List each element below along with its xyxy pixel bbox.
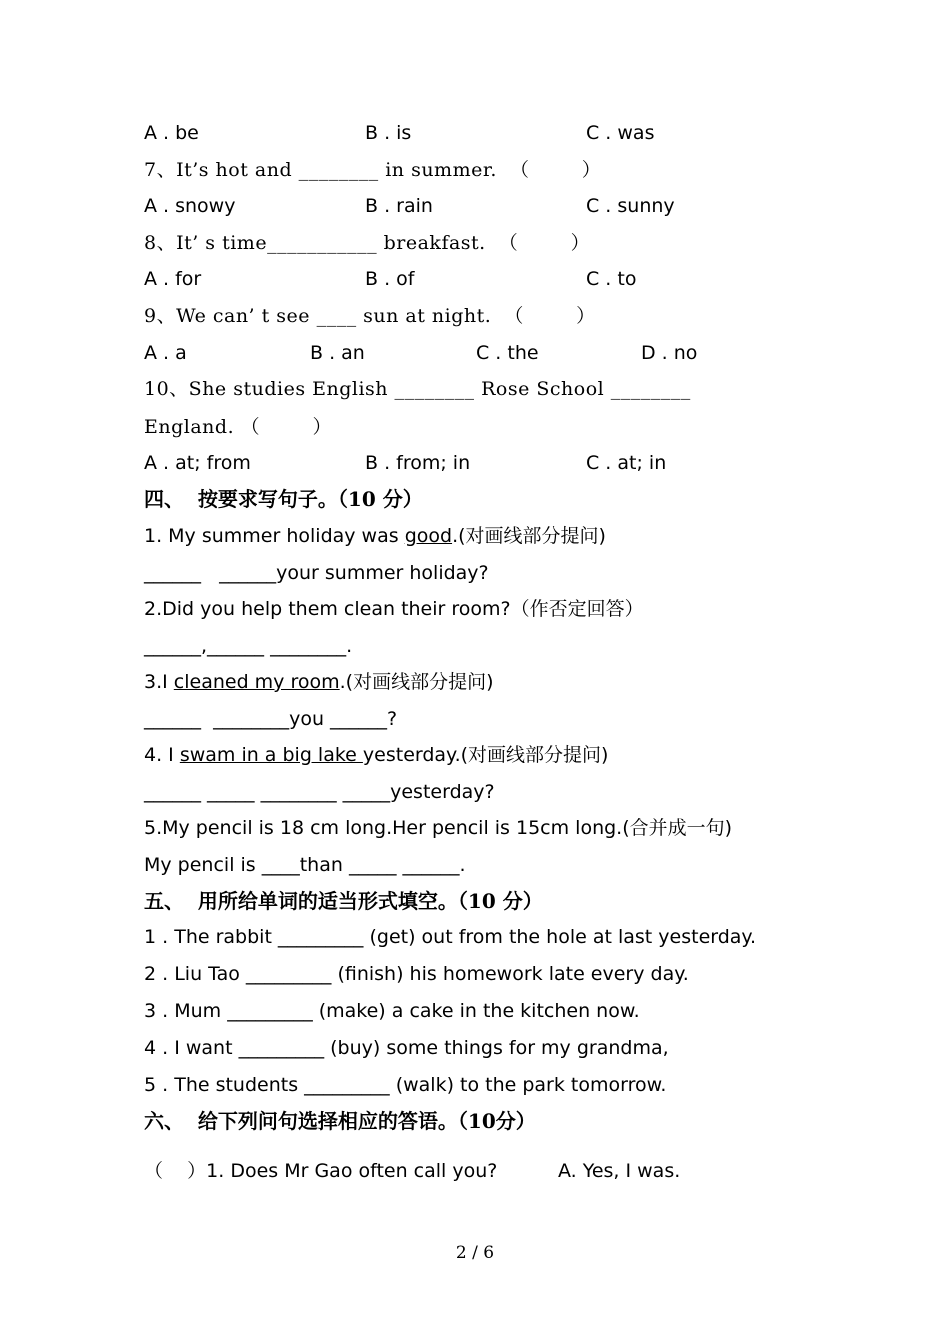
q10-option-a: A . at; from xyxy=(144,452,251,474)
q8-text: 8、It’ s time___________ breakfast. （ ） xyxy=(144,232,591,254)
q7-option-c: C . sunny xyxy=(586,195,675,217)
section4-item-1: 1. My summer holiday was good.(对画线部分提问) xyxy=(144,525,606,547)
section4-heading: 四、 按要求写句子。（10 分） xyxy=(144,487,423,511)
section6-answer-a: A. Yes, I was. xyxy=(558,1160,681,1182)
section5-item-2: 2 . Liu Tao _________ (finish) his homework late every day. xyxy=(144,963,689,985)
q10-option-b: B . from; in xyxy=(365,452,471,474)
section4-item-3: 3.I cleaned my room.(对画线部分提问) xyxy=(144,671,494,693)
q9-option-b: B . an xyxy=(310,342,365,364)
section5-heading: 五、 用所给单词的适当形式填空。（10 分） xyxy=(144,889,543,913)
q10-text-line2: England. （ ） xyxy=(144,416,332,438)
section5-item-1: 1 . The rabbit _________ (get) out from the hole at last yesterday. xyxy=(144,926,757,948)
q10-option-c: C . at; in xyxy=(586,452,667,474)
page-number: 2 / 6 xyxy=(455,1243,495,1263)
q9-option-d: D . no xyxy=(641,342,698,364)
q9-text: 9、We can’ t see ____ sun at night. （ ） xyxy=(144,305,596,327)
section6-heading: 六、 给下列问句选择相应的答语。（10分） xyxy=(144,1109,536,1133)
q9-option-c: C . the xyxy=(476,342,539,364)
q6-option-b: B . is xyxy=(365,122,412,144)
section5-item-3: 3 . Mum _________ (make) a cake in the kitchen now. xyxy=(144,1000,640,1022)
section5-item-5: 5 . The students _________ (walk) to the park tomorrow. xyxy=(144,1074,667,1096)
q9-option-a: A . a xyxy=(144,342,187,364)
q7-text: 7、It’s hot and ________ in summer. （ ） xyxy=(144,159,602,181)
q7-option-b: B . rain xyxy=(365,195,433,217)
section4-answer-4: ______ _____ ________ _____yesterday? xyxy=(144,781,495,803)
q8-option-b: B . of xyxy=(365,268,415,290)
section4-answer-5: My pencil is ____than _____ ______. xyxy=(144,854,466,876)
q8-option-c: C . to xyxy=(586,268,637,290)
section6-question-1: （ ）1. Does Mr Gao often call you? xyxy=(144,1160,498,1182)
section4-answer-3: ______ ________you ______? xyxy=(144,708,398,730)
q7-option-a: A . snowy xyxy=(144,195,236,217)
q8-option-a: A . for xyxy=(144,268,202,290)
q10-text-line1: 10、She studies English ________ Rose School ________ xyxy=(144,378,691,400)
section4-answer-1: ______ ______your summer holiday? xyxy=(144,562,489,584)
section4-item-5: 5.My pencil is 18 cm long.Her pencil is 15cm long.(合并成一句) xyxy=(144,817,733,839)
q6-option-a: A . be xyxy=(144,122,199,144)
section5-item-4: 4 . I want _________ (buy) some things for my grandma, xyxy=(144,1037,669,1059)
section4-item-2: 2.Did you help them clean their room?（作否定回答） xyxy=(144,598,644,620)
section4-answer-2: ______,______ ________. xyxy=(144,635,353,657)
section4-item-4: 4. I swam in a big lake yesterday.(对画线部分提问) xyxy=(144,744,609,766)
q6-option-c: C . was xyxy=(586,122,655,144)
